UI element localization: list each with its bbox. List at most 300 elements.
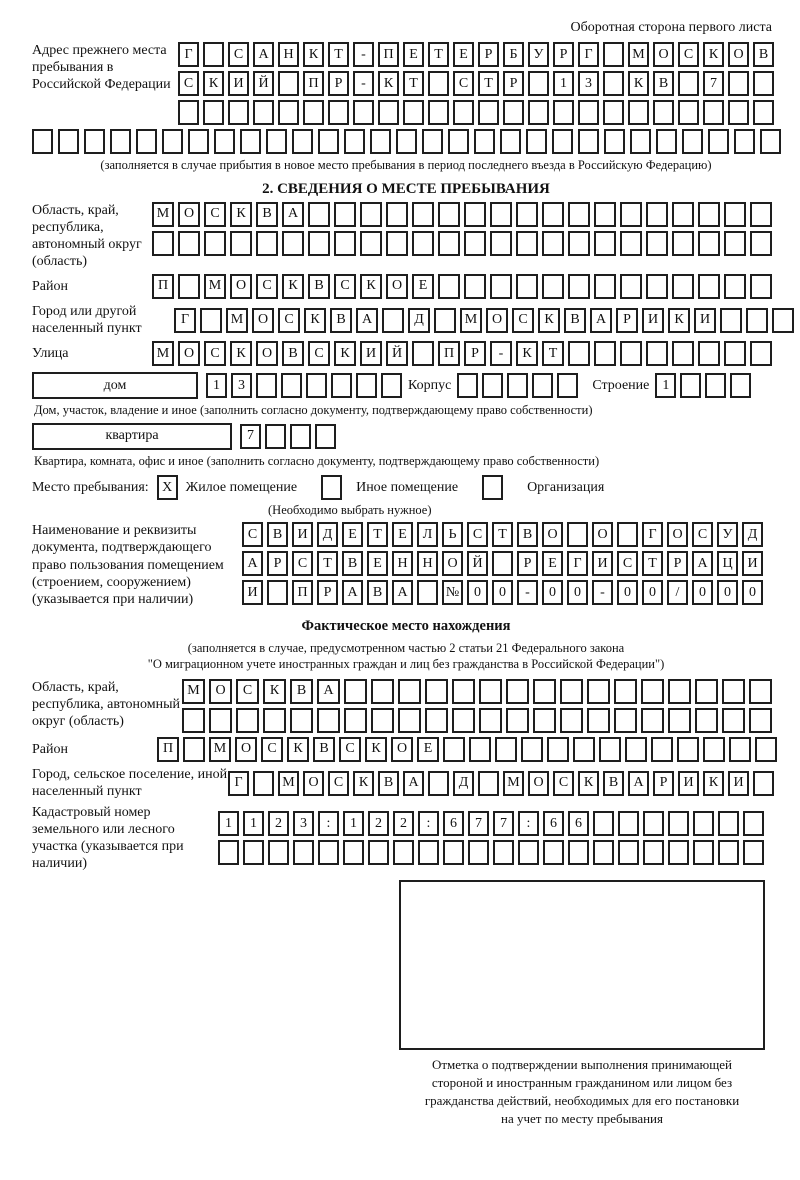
- char-box: [253, 771, 274, 796]
- actual-location-caption-1: (заполняется в случае, предусмотренном частью 2 статьи 21 Федерального закона: [187, 640, 625, 655]
- char-box: К: [304, 308, 326, 333]
- char-box: [630, 129, 651, 154]
- checkbox-other-premises: [321, 475, 342, 500]
- char-box: :: [518, 811, 539, 836]
- char-box: [344, 708, 367, 733]
- char-box: [677, 737, 699, 762]
- district-row: [152, 274, 772, 299]
- document-label: Наименование и реквизиты документа, подтверждающего право пользования помещением (строением, сооружением) (указывается при наличии): [32, 523, 224, 607]
- char-box: [698, 274, 720, 299]
- char-box: 6: [568, 811, 589, 836]
- char-box: В: [290, 679, 313, 704]
- char-box: 7: [240, 424, 261, 449]
- char-box: [672, 202, 694, 227]
- char-box: [371, 708, 394, 733]
- char-box: О: [442, 551, 463, 576]
- char-box: Т: [403, 71, 424, 96]
- char-box: М: [278, 771, 299, 796]
- char-box: И: [242, 580, 263, 605]
- char-box: [370, 129, 391, 154]
- char-box: [542, 274, 564, 299]
- prev-address-row-4: [32, 129, 780, 154]
- char-box: [682, 129, 703, 154]
- char-box: К: [230, 341, 252, 366]
- char-box: [230, 231, 252, 256]
- char-box: С: [292, 551, 313, 576]
- char-box: О: [252, 308, 274, 333]
- char-box: [547, 737, 569, 762]
- char-box: [672, 231, 694, 256]
- char-box: В: [342, 551, 363, 576]
- char-box: [532, 373, 553, 398]
- char-box: [84, 129, 105, 154]
- char-box: [378, 100, 399, 125]
- char-box: 0: [642, 580, 663, 605]
- char-box: 1: [343, 811, 364, 836]
- char-box: [516, 202, 538, 227]
- char-box: -: [353, 71, 374, 96]
- char-box: [743, 840, 764, 865]
- char-box: [443, 840, 464, 865]
- char-box: [750, 202, 772, 227]
- char-box: [308, 231, 330, 256]
- char-box: [434, 308, 456, 333]
- char-box: [468, 840, 489, 865]
- stamp-caption-line: гражданства действий, необходимых для его постановки: [424, 1093, 740, 1109]
- char-box: 2: [368, 811, 389, 836]
- char-box: [656, 129, 677, 154]
- char-box: [152, 231, 174, 256]
- char-box: [464, 231, 486, 256]
- char-box: [452, 679, 475, 704]
- char-box: К: [538, 308, 560, 333]
- char-box: Д: [453, 771, 474, 796]
- char-box: [724, 231, 746, 256]
- char-box: [578, 100, 599, 125]
- char-box: К: [703, 771, 724, 796]
- char-box: [452, 708, 475, 733]
- char-box: [334, 231, 356, 256]
- char-box: Е: [542, 551, 563, 576]
- char-box: О: [391, 737, 413, 762]
- char-box: [183, 737, 205, 762]
- char-box: №: [442, 580, 463, 605]
- char-box: 0: [617, 580, 638, 605]
- char-box: В: [267, 522, 288, 547]
- char-box: [695, 708, 718, 733]
- char-box: М: [152, 341, 174, 366]
- char-box: [256, 231, 278, 256]
- char-box: С: [692, 522, 713, 547]
- actual-region-label: Область, край, республика, автономный округ (область): [32, 679, 181, 730]
- char-box: [672, 341, 694, 366]
- char-box: И: [642, 308, 664, 333]
- char-box: [753, 771, 774, 796]
- char-box: К: [203, 71, 224, 96]
- char-box: Е: [403, 42, 424, 67]
- stamp-caption: [384, 1056, 780, 1128]
- char-box: Л: [417, 522, 438, 547]
- char-box: [474, 129, 495, 154]
- actual-region-row-2: [182, 708, 772, 733]
- char-box: А: [317, 679, 340, 704]
- char-box: [425, 679, 448, 704]
- char-box: Е: [392, 522, 413, 547]
- char-box: О: [209, 679, 232, 704]
- char-box: [668, 679, 691, 704]
- char-box: Р: [517, 551, 538, 576]
- char-box: [604, 129, 625, 154]
- char-box: [567, 522, 588, 547]
- char-box: П: [292, 580, 313, 605]
- char-box: О: [386, 274, 408, 299]
- char-box: Д: [317, 522, 338, 547]
- char-box: 1: [553, 71, 574, 96]
- char-box: [526, 129, 547, 154]
- char-box: А: [590, 308, 612, 333]
- char-box: [653, 100, 674, 125]
- char-box: [368, 840, 389, 865]
- char-box: [282, 231, 304, 256]
- char-box: [464, 274, 486, 299]
- char-box: [412, 341, 434, 366]
- stay-type-note: (Необходимо выбрать нужное): [268, 503, 432, 518]
- char-box: [318, 840, 339, 865]
- char-box: [646, 341, 668, 366]
- char-box: [594, 274, 616, 299]
- char-box: В: [282, 341, 304, 366]
- cadastral-row-2: [218, 840, 764, 865]
- char-box: [503, 100, 524, 125]
- char-box: [594, 341, 616, 366]
- region-row-2: [152, 231, 772, 256]
- korpus-label: Корпус: [408, 377, 452, 393]
- stamp-box: [399, 880, 765, 1050]
- char-box: [603, 42, 624, 67]
- char-box: [749, 708, 772, 733]
- char-box: [209, 708, 232, 733]
- char-box: И: [592, 551, 613, 576]
- char-box: [490, 202, 512, 227]
- char-box: Е: [367, 551, 388, 576]
- char-box: 2: [268, 811, 289, 836]
- char-box: [560, 679, 583, 704]
- char-box: [412, 231, 434, 256]
- char-box: [750, 274, 772, 299]
- char-box: [594, 231, 616, 256]
- char-box: [315, 424, 336, 449]
- char-box: [236, 708, 259, 733]
- char-box: [356, 373, 377, 398]
- char-box: [428, 771, 449, 796]
- char-box: М: [182, 679, 205, 704]
- street-block: [32, 341, 780, 366]
- char-box: [507, 373, 528, 398]
- char-box: А: [628, 771, 649, 796]
- char-box: С: [204, 341, 226, 366]
- char-box: [32, 129, 53, 154]
- char-box: Р: [503, 71, 524, 96]
- char-box: [448, 129, 469, 154]
- char-box: М: [226, 308, 248, 333]
- char-box: [593, 840, 614, 865]
- char-box: [614, 708, 637, 733]
- char-box: [695, 679, 718, 704]
- char-box: С: [256, 274, 278, 299]
- char-box: В: [378, 771, 399, 796]
- char-box: А: [253, 42, 274, 67]
- char-box: [628, 100, 649, 125]
- char-box: М: [503, 771, 524, 796]
- char-box: К: [287, 737, 309, 762]
- korpus-row: [457, 373, 578, 398]
- char-box: О: [178, 202, 200, 227]
- stamp-caption-line: стороной и иностранным гражданином или лицом без: [431, 1075, 733, 1091]
- char-box: [162, 129, 183, 154]
- char-box: [422, 129, 443, 154]
- char-box: Д: [408, 308, 430, 333]
- char-box: [228, 100, 249, 125]
- char-box: [398, 679, 421, 704]
- char-box: И: [742, 551, 763, 576]
- char-box: Р: [616, 308, 638, 333]
- actual-district-label: Район: [32, 741, 68, 757]
- char-box: С: [204, 202, 226, 227]
- char-box: [614, 679, 637, 704]
- char-box: [643, 840, 664, 865]
- district-block: [32, 274, 780, 299]
- actual-city-block: [32, 766, 780, 800]
- char-box: [749, 679, 772, 704]
- char-box: Р: [478, 42, 499, 67]
- char-box: [678, 100, 699, 125]
- char-box: [495, 737, 517, 762]
- char-box: [425, 708, 448, 733]
- char-box: А: [392, 580, 413, 605]
- char-box: [568, 274, 590, 299]
- char-box: [730, 373, 751, 398]
- char-box: [303, 100, 324, 125]
- char-box: [617, 522, 638, 547]
- char-box: [417, 580, 438, 605]
- char-box: К: [303, 42, 324, 67]
- house-block: [32, 372, 780, 399]
- char-box: О: [235, 737, 257, 762]
- char-box: [620, 274, 642, 299]
- char-box: В: [308, 274, 330, 299]
- char-box: 1: [655, 373, 676, 398]
- char-box: [533, 679, 556, 704]
- char-box: С: [512, 308, 534, 333]
- char-box: С: [236, 679, 259, 704]
- char-box: У: [717, 522, 738, 547]
- char-box: [672, 274, 694, 299]
- char-box: [482, 373, 503, 398]
- char-box: [418, 840, 439, 865]
- char-box: [680, 373, 701, 398]
- char-box: [603, 100, 624, 125]
- apartment-box-label: квартира: [32, 423, 232, 450]
- char-box: [722, 708, 745, 733]
- char-box: 6: [543, 811, 564, 836]
- char-box: А: [342, 580, 363, 605]
- actual-region-row-1: [182, 679, 772, 704]
- char-box: И: [694, 308, 716, 333]
- char-box: [618, 811, 639, 836]
- stay-type-label: Место пребывания:: [32, 479, 149, 495]
- char-box: 7: [493, 811, 514, 836]
- char-box: [381, 373, 402, 398]
- char-box: Т: [542, 341, 564, 366]
- char-box: [443, 737, 465, 762]
- char-box: К: [282, 274, 304, 299]
- char-box: В: [367, 580, 388, 605]
- char-box: [734, 129, 755, 154]
- char-box: Е: [417, 737, 439, 762]
- char-box: [281, 373, 302, 398]
- char-box: [573, 737, 595, 762]
- char-box: В: [313, 737, 335, 762]
- char-box: П: [303, 71, 324, 96]
- house-box-label: дом: [32, 372, 198, 399]
- char-box: [218, 840, 239, 865]
- char-box: [594, 202, 616, 227]
- char-box: [705, 373, 726, 398]
- document-block: [32, 522, 780, 607]
- prev-address-caption: (заполняется в случае прибытия в новое место пребывания в период последнего въезда в Российскую Федерацию): [100, 158, 712, 172]
- char-box: [578, 129, 599, 154]
- char-box: М: [204, 274, 226, 299]
- char-box: [203, 42, 224, 67]
- char-box: [344, 129, 365, 154]
- page-side-title: Оборотная сторона первого листа: [570, 20, 772, 35]
- char-box: [542, 202, 564, 227]
- char-box: 1: [218, 811, 239, 836]
- char-box: -: [353, 42, 374, 67]
- char-box: [750, 231, 772, 256]
- char-box: [568, 202, 590, 227]
- char-box: Т: [478, 71, 499, 96]
- char-box: [720, 308, 742, 333]
- char-box: О: [230, 274, 252, 299]
- prev-address-row-1: [178, 42, 774, 67]
- char-box: [178, 100, 199, 125]
- char-box: [478, 771, 499, 796]
- char-box: 1: [206, 373, 227, 398]
- char-box: [755, 737, 777, 762]
- char-box: 7: [468, 811, 489, 836]
- char-box: М: [209, 737, 231, 762]
- char-box: [428, 100, 449, 125]
- char-box: В: [330, 308, 352, 333]
- char-box: А: [692, 551, 713, 576]
- char-box: [753, 100, 774, 125]
- char-box: С: [617, 551, 638, 576]
- char-box: А: [242, 551, 263, 576]
- char-box: С: [278, 308, 300, 333]
- char-box: И: [678, 771, 699, 796]
- char-box: [703, 100, 724, 125]
- city-block: [32, 303, 780, 337]
- document-row-3: [242, 580, 763, 605]
- char-box: А: [282, 202, 304, 227]
- char-box: [516, 274, 538, 299]
- char-box: [542, 231, 564, 256]
- char-box: [265, 424, 286, 449]
- city-label: Город или другой населенный пункт: [32, 303, 142, 337]
- char-box: С: [467, 522, 488, 547]
- char-box: [328, 100, 349, 125]
- char-box: Б: [503, 42, 524, 67]
- char-box: У: [528, 42, 549, 67]
- district-label: Район: [32, 278, 68, 294]
- char-box: О: [728, 42, 749, 67]
- char-box: 0: [542, 580, 563, 605]
- char-box: С: [308, 341, 330, 366]
- char-box: К: [378, 71, 399, 96]
- char-box: К: [628, 71, 649, 96]
- char-box: [243, 840, 264, 865]
- char-box: [204, 231, 226, 256]
- document-row-2: [242, 551, 763, 576]
- char-box: [256, 373, 277, 398]
- char-box: [646, 274, 668, 299]
- char-box: [516, 231, 538, 256]
- char-box: [331, 373, 352, 398]
- char-box: [478, 100, 499, 125]
- char-box: Н: [278, 42, 299, 67]
- city-row: [174, 308, 794, 333]
- char-box: Т: [428, 42, 449, 67]
- char-box: Р: [667, 551, 688, 576]
- char-box: [253, 100, 274, 125]
- char-box: [469, 737, 491, 762]
- char-box: [587, 708, 610, 733]
- char-box: :: [418, 811, 439, 836]
- char-box: Ь: [442, 522, 463, 547]
- char-box: [599, 737, 621, 762]
- char-box: С: [678, 42, 699, 67]
- char-box: [560, 708, 583, 733]
- char-box: [438, 202, 460, 227]
- char-box: [58, 129, 79, 154]
- char-box: [698, 231, 720, 256]
- char-box: [110, 129, 131, 154]
- char-box: [398, 708, 421, 733]
- char-box: П: [438, 341, 460, 366]
- char-box: [620, 231, 642, 256]
- actual-city-label: Город, сельское поселение, иной населенный пункт: [32, 766, 228, 800]
- char-box: Г: [567, 551, 588, 576]
- actual-district-row: [157, 737, 777, 762]
- char-box: -: [490, 341, 512, 366]
- char-box: [553, 100, 574, 125]
- char-box: К: [703, 42, 724, 67]
- char-box: [412, 202, 434, 227]
- char-box: [620, 341, 642, 366]
- char-box: С: [334, 274, 356, 299]
- char-box: О: [667, 522, 688, 547]
- char-box: [178, 274, 200, 299]
- char-box: [557, 373, 578, 398]
- char-box: [464, 202, 486, 227]
- char-box: Ц: [717, 551, 738, 576]
- char-box: [750, 341, 772, 366]
- char-box: [533, 708, 556, 733]
- char-box: К: [668, 308, 690, 333]
- char-box: [267, 580, 288, 605]
- street-row: [152, 341, 772, 366]
